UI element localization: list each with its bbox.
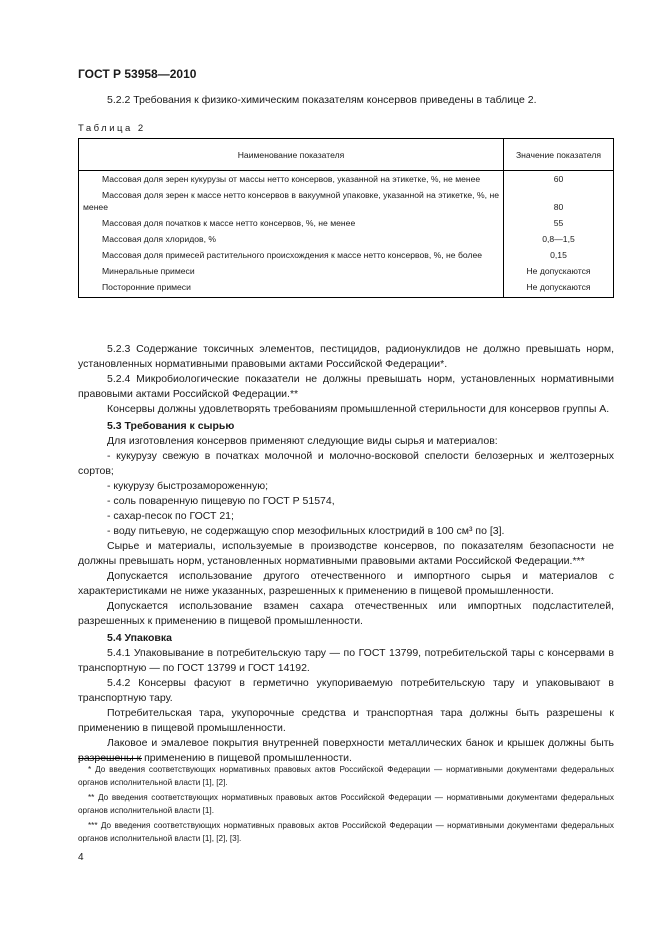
list-item: - сахар-песок по ГОСТ 21; [107,510,234,522]
list-item: - соль поваренную пищевую по ГОСТ Р 51574, [107,495,335,507]
section-heading-5-4: 5.4 Упаковка [107,632,172,644]
row-value: Не допускаются [526,282,591,292]
paragraph-other-materials: Допускается использование другого отечественного и импортного сырья и материалов с характеристиками не ниже указанных, разрешенных к применению в пищевой промышленности. [78,570,614,597]
table-caption: Таблица 2 [78,123,146,134]
page-number: 4 [78,852,84,863]
footnote-2: ** До введения соответствующих нормативных правовых актов Российской Федерации — нормативными документами федеральных органов исполнительной власти [1]. [78,793,614,815]
table-row [79,231,614,247]
table-row [79,171,614,188]
paragraph-5-4-2: 5.4.2 Консервы фасуют в герметично укупориваемую потребительскую тару и упаковывают в транспортную тару. [78,677,614,704]
intro-paragraph: 5.2.2 Требования к физико-химическим показателям консервов приведены в таблице 2. [107,94,537,106]
row-value: 0,8—1,5 [542,234,575,244]
paragraph-5-4-1: 5.4.1 Упаковывание в потребительскую тару — по ГОСТ 13799, потребительской тары с консервами в транспортную — по ГОСТ 13799 и ГОСТ 14192. [78,647,614,674]
row-value: 60 [553,174,564,184]
footnote-separator [78,758,142,759]
table-row [79,215,614,231]
paragraph-5-2-4: 5.2.4 Микробиологические показатели не должны превышать норм, установленных нормативными правовыми актами Российской Федерации.** [78,373,614,400]
paragraph-5-2-3: 5.2.3 Содержание токсичных элементов, пестицидов, радионуклидов не должно превышать норм, установленных нормативными правовыми актами Российской Федерации*. [78,343,614,370]
row-value: 55 [553,218,564,228]
paragraph-packaging: Потребительская тара, укупорочные средства и транспортная тара должны быть разрешены к применению в пищевой промышленности. [78,707,614,734]
row-value: 0,15 [550,250,567,260]
list-item: - воду питьевую, не содержащую спор мезофильных клостридий в 100 см³ по [3]. [107,525,505,537]
body-text [78,342,614,766]
document-header: ГОСТ Р 53958—2010 [78,67,197,81]
row-value: Не допускаются [526,266,591,276]
paragraph-sweeteners: Допускается использование взамен сахара отечественных или импортных подсластителей, разрешенных к применению в пищевой промышленности. [78,600,614,627]
row-name: Массовая доля хлоридов, % [79,231,504,247]
table-row [79,263,614,279]
row-name: Посторонние примеси [79,279,504,298]
paragraph-coatings: Лаковое и эмалевое покрытия внутренней поверхности металлических банок и крышек должны быть разрешены к применению в пищевой промышленности. [78,737,614,764]
table-row [79,279,614,298]
list-item: - кукурузу свежую в початках молочной и молочно-восковой спелости белозерных и желтозерных сортов; [78,450,614,477]
section-heading-5-3: 5.3 Требования к сырью [107,420,235,432]
list-item: - кукурузу быстрозамороженную; [107,480,269,492]
table-row [79,247,614,263]
footnote-3: *** До введения соответствующих нормативных правовых актов Российской Федерации — нормативными документами федеральных органов исполнительной власти [1], [2], [3]. [78,821,614,843]
row-name: Минеральные примеси [79,263,504,279]
paragraph-sterility: Консервы должны удовлетворять требованиям промышленной стерильности для консервов группы А. [107,403,610,415]
column-header-name: Наименование показателя [79,139,504,171]
requirements-table [78,138,614,298]
row-name: Массовая доля зерен кукурузы от массы нетто консервов, указанной на этикетке, %, не менее [79,171,504,188]
footnote-1: * До введения соответствующих нормативных правовых актов Российской Федерации — нормативными документами федеральных органов исполнительной власти [1], [2]. [78,765,614,787]
footnotes [78,763,614,845]
column-header-value: Значение показателя [504,139,614,171]
row-value: 80 [553,202,564,212]
table-header-row [79,139,614,171]
row-name: Массовая доля початков к массе нетто консервов, %, не менее [79,215,504,231]
paragraph-raw-materials: Для изготовления консервов применяют следующие виды сырья и материалов: [107,435,498,447]
row-name: Массовая доля примесей растительного происхождения к массе нетто консервов, %, не более [79,247,504,263]
paragraph-safety: Сырье и материалы, используемые в производстве консервов, по показателям безопасности не должны превышать норм, установленных нормативными правовыми актами Российской Федерации.*** [78,540,614,567]
table-row [79,187,614,215]
row-name: Массовая доля зерен к массе нетто консервов в вакуумной упаковке, указанной на этикетке, %, не менее [79,187,504,215]
